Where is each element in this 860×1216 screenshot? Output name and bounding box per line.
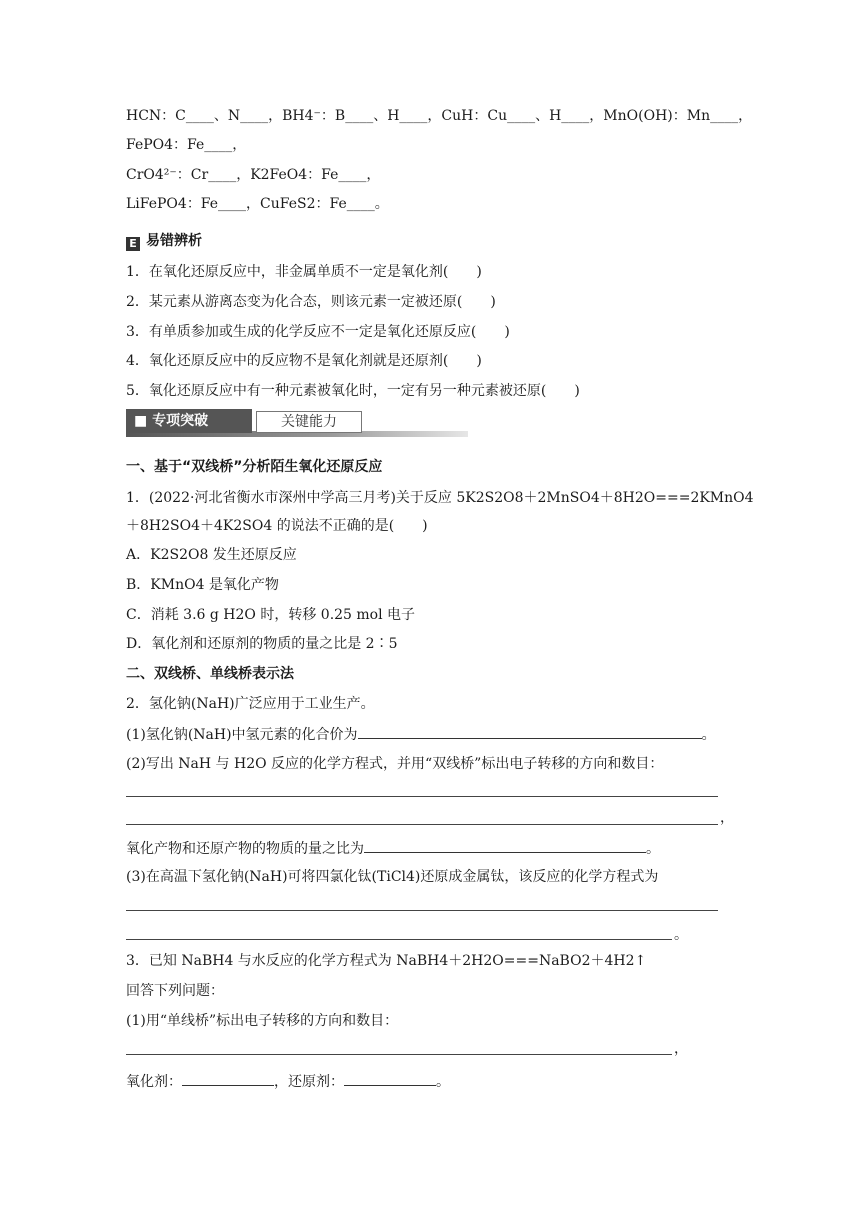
- part2-heading: 二、双线桥、单线桥表示法: [126, 666, 294, 682]
- valence-line-1: HCN：C____、N____，BH4⁻：B____、H____，CuH：Cu____、H____，MnO(OH)：Mn____，: [126, 108, 753, 124]
- valence-line-3: CrO4²⁻：Cr____，K2FeO4：Fe____，: [126, 167, 381, 183]
- comma-mark: ，: [674, 1041, 688, 1057]
- question-2-ratio: [126, 838, 660, 859]
- option-c: C．消耗 3.6 g H2O 时，转移 0.25 mol 电子: [126, 607, 416, 623]
- question-3-intro: 3．已知 NaBH4 与水反应的化学方程式为 NaBH4＋2H2O===NaBO2＋4H2↑: [126, 953, 647, 969]
- reductant-label: ，还原剂：: [274, 1074, 344, 1090]
- error-item-5: 5．氧化还原反应中有一种元素被氧化时，一定有另一种元素被还原( ): [126, 383, 580, 399]
- question-1-line-1: 1．(2022·河北省衡水市深州中学高三月考)关于反应 5K2S2O8＋2MnSO4＋8H2O===2KMnO4: [126, 490, 754, 506]
- question-3-sub-1: (1)用“单线桥”标出电子转移的方向和数目：: [126, 1013, 399, 1029]
- question-2-sub-2: (2)写出 NaH 与 H2O 反应的化学方程式，并用“双线桥”标出电子转移的方向和数目：: [126, 756, 664, 772]
- question-2-sub-1: [126, 724, 716, 745]
- valence-line-4: LiFePO4：Fe____，CuFeS2：Fe____。: [126, 196, 389, 212]
- question-1-line-2: ＋8H2SO4＋4K2SO4 的说法不正确的是( ): [126, 518, 428, 534]
- section-e-icon: E: [126, 237, 140, 251]
- question-2-sub-1-text: (1)氢化钠(NaH)中氢元素的化合价为: [126, 727, 358, 743]
- period-mark: 。: [674, 927, 688, 943]
- answer-blank[interactable]: [358, 724, 702, 739]
- error-item-3: 3．有单质参加或生成的化学反应不一定是氧化还原反应( ): [126, 324, 510, 340]
- question-3-prompt: 回答下列问题：: [126, 983, 224, 999]
- period: 。: [436, 1074, 450, 1090]
- answer-line[interactable]: [126, 938, 672, 940]
- error-item-2: 2．某元素从游离态变为化合态，则该元素一定被还原( ): [126, 294, 496, 310]
- valence-line-2: FePO4：Fe____，: [126, 137, 247, 153]
- option-a: A．K2S2O8 发生还原反应: [126, 547, 297, 563]
- option-d: D．氧化剂和还原剂的物质的量之比是 2∶5: [126, 636, 398, 652]
- answer-blank[interactable]: [364, 838, 646, 853]
- reductant-blank[interactable]: [344, 1071, 436, 1086]
- error-section-heading: [126, 231, 202, 251]
- question-2-sub-3: (3)在高温下氢化钠(NaH)可将四氯化钛(TiCl4)还原成金属钛，该反应的化学方程式为: [126, 869, 659, 885]
- answer-line[interactable]: [126, 1053, 672, 1055]
- answer-line[interactable]: [126, 823, 718, 825]
- special-topic-banner: [126, 409, 468, 435]
- oxidant-blank[interactable]: [182, 1071, 274, 1086]
- option-b: B．KMnO4 是氧化产物: [126, 577, 279, 593]
- banner-left-label: ■ 专项突破: [126, 409, 252, 433]
- error-item-1: 1．在氧化还原反应中，非金属单质不一定是氧化剂( ): [126, 264, 482, 280]
- oxidant-label: 氧化剂：: [126, 1074, 182, 1090]
- answer-line[interactable]: [126, 795, 718, 797]
- banner-right-label: 关键能力: [256, 411, 362, 433]
- question-2-intro: 2．氢化钠(NaH)广泛应用于工业生产。: [126, 696, 375, 712]
- period: 。: [646, 841, 660, 857]
- oxidant-reductant-line: [126, 1071, 450, 1092]
- comma-mark: ，: [720, 810, 734, 826]
- answer-line[interactable]: [126, 909, 718, 911]
- error-section-title: 易错辨析: [146, 233, 202, 249]
- question-2-ratio-text: 氧化产物和还原产物的物质的量之比为: [126, 841, 364, 857]
- part1-heading: 一、基于“双线桥”分析陌生氧化还原反应: [126, 459, 383, 475]
- error-item-4: 4．氧化还原反应中的反应物不是氧化剂就是还原剂( ): [126, 353, 482, 369]
- period: 。: [701, 727, 716, 743]
